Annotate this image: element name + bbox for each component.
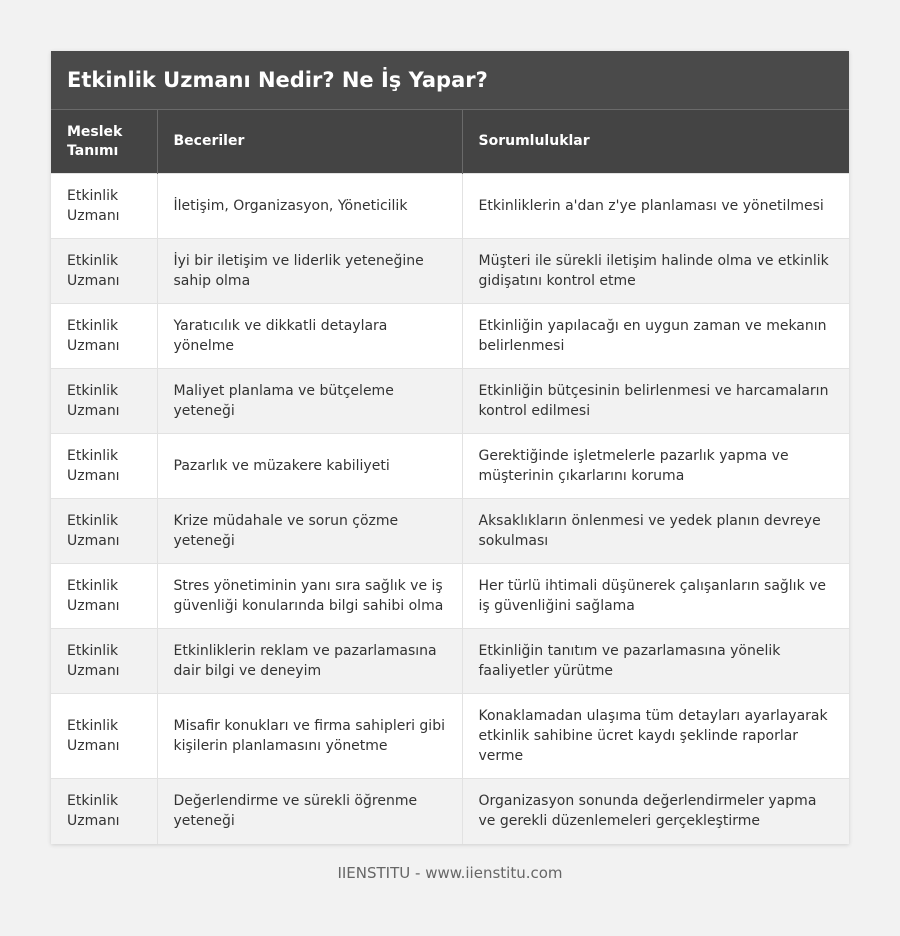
table-row [51,434,849,499]
table-row [51,369,849,434]
table-row [51,499,849,564]
cell-meslek: Etkinlik Uzmanı [51,174,157,239]
cell-meslek: Etkinlik Uzmanı [51,434,157,499]
cell-sorumluluk: Gerektiğinde işletmelerle pazarlık yapma ve müşterinin çıkarlarını koruma [462,434,849,499]
cell-meslek: Etkinlik Uzmanı [51,629,157,694]
cell-meslek: Etkinlik Uzmanı [51,694,157,779]
header-meslek-tanimi: Meslek Tanımı [51,110,157,174]
cell-sorumluluk: Etkinliğin yapılacağı en uygun zaman ve mekanın belirlenmesi [462,304,849,369]
header-sorumluluklar: Sorumluluklar [462,110,849,174]
cell-sorumluluk: Etkinliğin tanıtım ve pazarlamasına yönelik faaliyetler yürütme [462,629,849,694]
footer-credit: IIENSTITU - www.iienstitu.com [337,864,563,882]
table-row [51,779,849,844]
table-row [51,564,849,629]
table-body [51,174,849,844]
cell-beceri: İletişim, Organizasyon, Yöneticilik [157,174,462,239]
cell-meslek: Etkinlik Uzmanı [51,499,157,564]
cell-sorumluluk: Müşteri ile sürekli iletişim halinde olma ve etkinlik gidişatını kontrol etme [462,239,849,304]
table-row [51,304,849,369]
cell-beceri: Stres yönetiminin yanı sıra sağlık ve iş güvenliği konularında bilgi sahibi olma [157,564,462,629]
cell-meslek: Etkinlik Uzmanı [51,239,157,304]
cell-beceri: Etkinliklerin reklam ve pazarlamasına dair bilgi ve deneyim [157,629,462,694]
cell-sorumluluk: Aksaklıkların önlenmesi ve yedek planın devreye sokulması [462,499,849,564]
header-beceriler: Beceriler [157,110,462,174]
cell-sorumluluk: Etkinliğin bütçesinin belirlenmesi ve harcamaların kontrol edilmesi [462,369,849,434]
cell-sorumluluk: Etkinliklerin a'dan z'ye planlaması ve yönetilmesi [462,174,849,239]
cell-meslek: Etkinlik Uzmanı [51,304,157,369]
cell-beceri: Maliyet planlama ve bütçeleme yeteneği [157,369,462,434]
cell-beceri: İyi bir iletişim ve liderlik yeteneğine sahip olma [157,239,462,304]
table-row [51,239,849,304]
cell-beceri: Krize müdahale ve sorun çözme yeteneği [157,499,462,564]
cell-beceri: Misafir konukları ve firma sahipleri gibi kişilerin planlamasını yönetme [157,694,462,779]
cell-meslek: Etkinlik Uzmanı [51,369,157,434]
cell-beceri: Değerlendirme ve sürekli öğrenme yeteneği [157,779,462,844]
cell-beceri: Pazarlık ve müzakere kabiliyeti [157,434,462,499]
table-row [51,694,849,779]
table-header [51,110,849,174]
career-table [51,109,849,844]
cell-beceri: Yaratıcılık ve dikkatli detaylara yönelme [157,304,462,369]
cell-sorumluluk: Her türlü ihtimali düşünerek çalışanların sağlık ve iş güvenliğini sağlama [462,564,849,629]
cell-meslek: Etkinlik Uzmanı [51,564,157,629]
table-row [51,629,849,694]
cell-meslek: Etkinlik Uzmanı [51,779,157,844]
content-card [51,51,849,844]
page-title: Etkinlik Uzmanı Nedir? Ne İş Yapar? [51,51,849,109]
cell-sorumluluk: Organizasyon sonunda değerlendirmeler yapma ve gerekli düzenlemeleri gerçekleştirme [462,779,849,844]
table-row [51,174,849,239]
cell-sorumluluk: Konaklamadan ulaşıma tüm detayları ayarlayarak etkinlik sahibine ücret kaydı şeklinde raporlar verme [462,694,849,779]
